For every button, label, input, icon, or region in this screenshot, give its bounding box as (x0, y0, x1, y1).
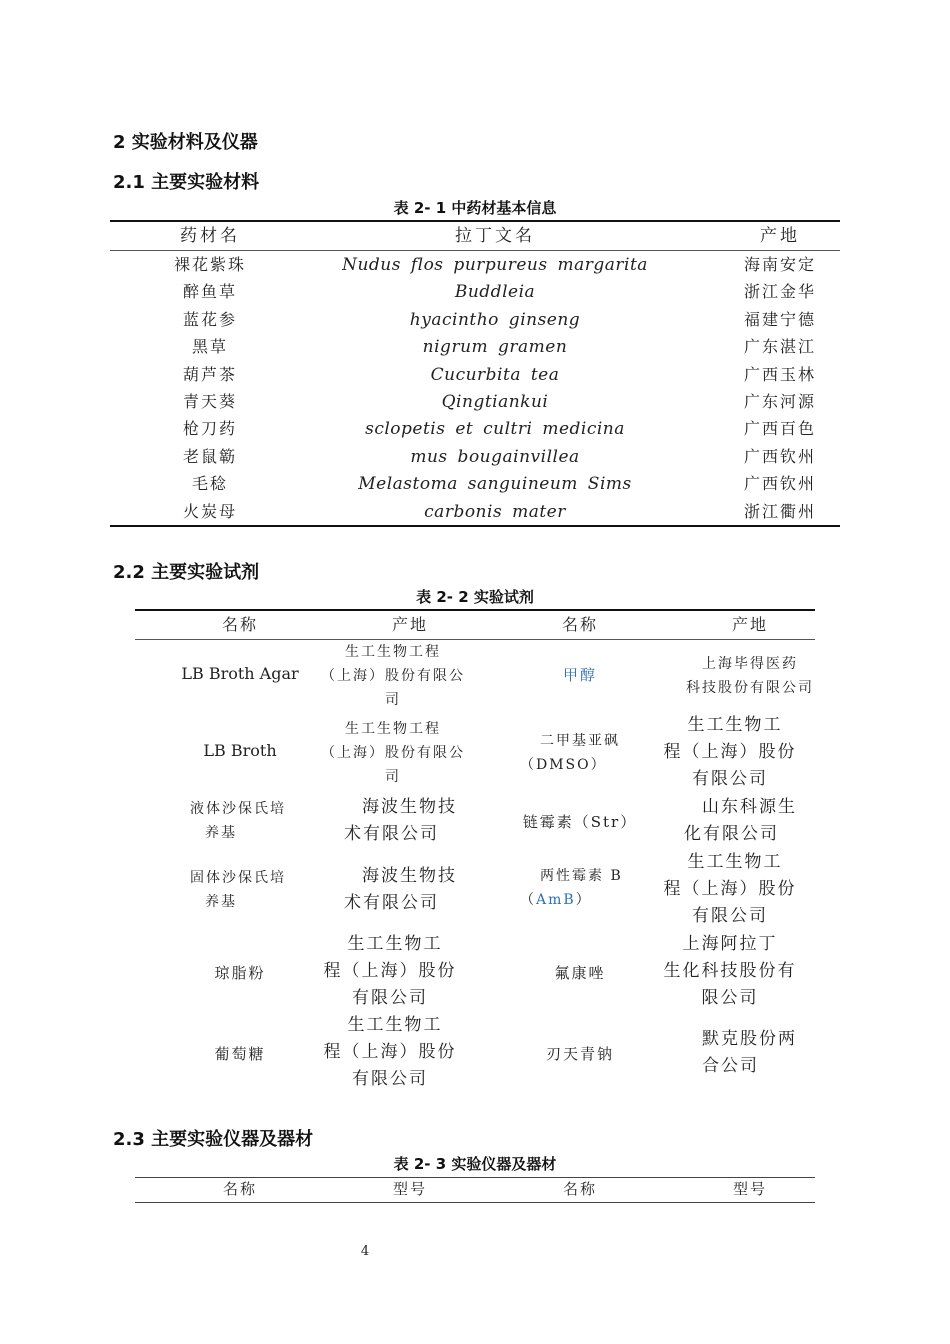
table1-cell-origin: 广西百色 (743, 419, 816, 439)
table1-cell-latin: Nudus flos purpureus margarita (342, 255, 648, 275)
table2-cell: 琼脂粉 (214, 964, 266, 982)
table1-cell-latin: nigrum gramen (422, 337, 568, 358)
table2-cell: 链霉素（Str） (522, 813, 638, 831)
table1-cell-latin: Melastoma sanguineum Sims (358, 474, 632, 495)
table2-cell: LB Broth Agar (181, 664, 299, 683)
table3-header-name-2: 名称 (562, 1180, 597, 1198)
table1-cell-latin: Qingtiankui (441, 392, 549, 412)
table1-cell-origin: 福建宁德 (743, 309, 816, 329)
table1-cell-name: 青天葵 (182, 392, 237, 411)
table1-header-origin: 产地 (760, 226, 800, 246)
table2-cell: 海波生物技 术有限公司 (344, 797, 457, 844)
table2-header-name-1: 名称 (221, 615, 258, 634)
table2-cell: 上海毕得医药 科技股份有限公司 (686, 656, 814, 696)
table1-top-rule (110, 220, 840, 222)
table1-cell-name: 蓝花参 (182, 309, 237, 329)
table2-cell: 生工生物工程 （上海）股份有限公 司 (321, 644, 465, 708)
table2-cell: LB Broth (203, 741, 277, 760)
table2-cell: 固体沙保氏培 养基 (190, 870, 286, 910)
table1-cell-origin: 浙江金华 (743, 282, 816, 302)
table3-header-model-1: 型号 (392, 1180, 427, 1198)
table1-cell-latin: carbonis mater (424, 501, 566, 522)
table1-cell-name: 火炭母 (182, 501, 237, 521)
table2-header-origin-1: 产地 (391, 615, 428, 634)
table1-cell-latin: hyacintho ginseng (409, 309, 581, 330)
section-heading-2: 2 实验材料及仪器 (113, 132, 258, 153)
table1-cell-latin: Cucurbita tea (430, 364, 560, 385)
table2-cell: 生工生物工 程（上海）股份 有限公司 (323, 934, 457, 1008)
table2-header-name-2: 名称 (561, 615, 598, 634)
table1-cell-name: 毛稔 (191, 474, 228, 494)
table2-cell: 生工生物工 程（上海）股份 有限公司 (323, 1015, 457, 1089)
table2-cell: 上海阿拉丁 生化科技股份有 限公司 (663, 934, 797, 1008)
table3-header-name-1: 名称 (222, 1180, 257, 1198)
table1-cell-origin: 广东河源 (743, 392, 816, 411)
table1-cell-name: 老鼠簕 (182, 446, 237, 466)
table2-cell: 甲醇 (562, 666, 597, 684)
table2-cell: 葡萄糖 (214, 1045, 266, 1063)
section-heading-2-3: 2.3 主要实验仪器及器材 (113, 1129, 314, 1150)
table2-cell: 默克股份两 合公司 (702, 1029, 797, 1076)
table1-cell-origin: 广西钦州 (743, 446, 816, 466)
table1-cell-name: 裸花紫珠 (173, 255, 246, 274)
table1-cell-origin: 广西玉林 (743, 364, 816, 384)
table1-cell-latin: mus bougainvillea (410, 446, 580, 467)
table2-cell: 山东科源生 化有限公司 (684, 797, 797, 844)
table3-header-model-2: 型号 (732, 1180, 767, 1198)
table2-top-rule (135, 609, 815, 611)
table1-cell-latin: sclopetis et cultri medicina (365, 419, 625, 440)
page-number: 4 (360, 1244, 370, 1259)
table1-cell-name: 黑草 (191, 337, 228, 357)
table2-cell: 生工生物工 程（上海）股份 有限公司 (663, 852, 797, 926)
table1-cell-origin: 浙江衢州 (743, 501, 816, 521)
table2-cell: 海波生物技 术有限公司 (344, 866, 457, 913)
section-heading-2-1: 2.1 主要实验材料 (113, 172, 260, 193)
table1-cell-origin: 广西钦州 (743, 474, 816, 494)
section-heading-2-2: 2.2 主要实验试剂 (113, 562, 260, 583)
table2-caption: 表 2- 2 实验试剂 (416, 588, 534, 606)
table2-cell: 液体沙保氏培 养基 (190, 801, 286, 841)
table3-caption: 表 2- 3 实验仪器及器材 (393, 1155, 557, 1173)
table1-header-latin: 拉丁文名 (455, 226, 535, 246)
table1-cell-name: 醉鱼草 (182, 282, 237, 302)
table2-header-origin-2: 产地 (731, 615, 768, 634)
table1-cell-origin: 海南安定 (743, 255, 816, 274)
table2-cell: 二甲基亚砜 （DMSO） (520, 733, 620, 773)
table2-cell: 生工生物工程 （上海）股份有限公 司 (321, 721, 465, 785)
table2-cell: 两性霉素 B （AmB） (520, 868, 623, 908)
table1-bottom-rule (110, 525, 840, 527)
table1-cell-name: 枪刀药 (182, 419, 237, 439)
table2-header-rule (135, 639, 815, 640)
table1-cell-latin: Buddleia (454, 282, 536, 303)
table1-cell-name: 葫芦茶 (182, 364, 237, 384)
table1-caption: 表 2- 1 中药材基本信息 (393, 199, 557, 217)
table1-header-rule (110, 250, 840, 251)
table2-cell: 氟康唑 (554, 964, 606, 982)
table2-cell: 生工生物工 程（上海）股份 有限公司 (663, 715, 797, 789)
table1-cell-origin: 广东湛江 (743, 337, 816, 357)
table3-header-rule (135, 1202, 815, 1203)
table2-cell: 刃天青钠 (545, 1045, 614, 1063)
table1-header-name: 药材名 (180, 226, 240, 246)
